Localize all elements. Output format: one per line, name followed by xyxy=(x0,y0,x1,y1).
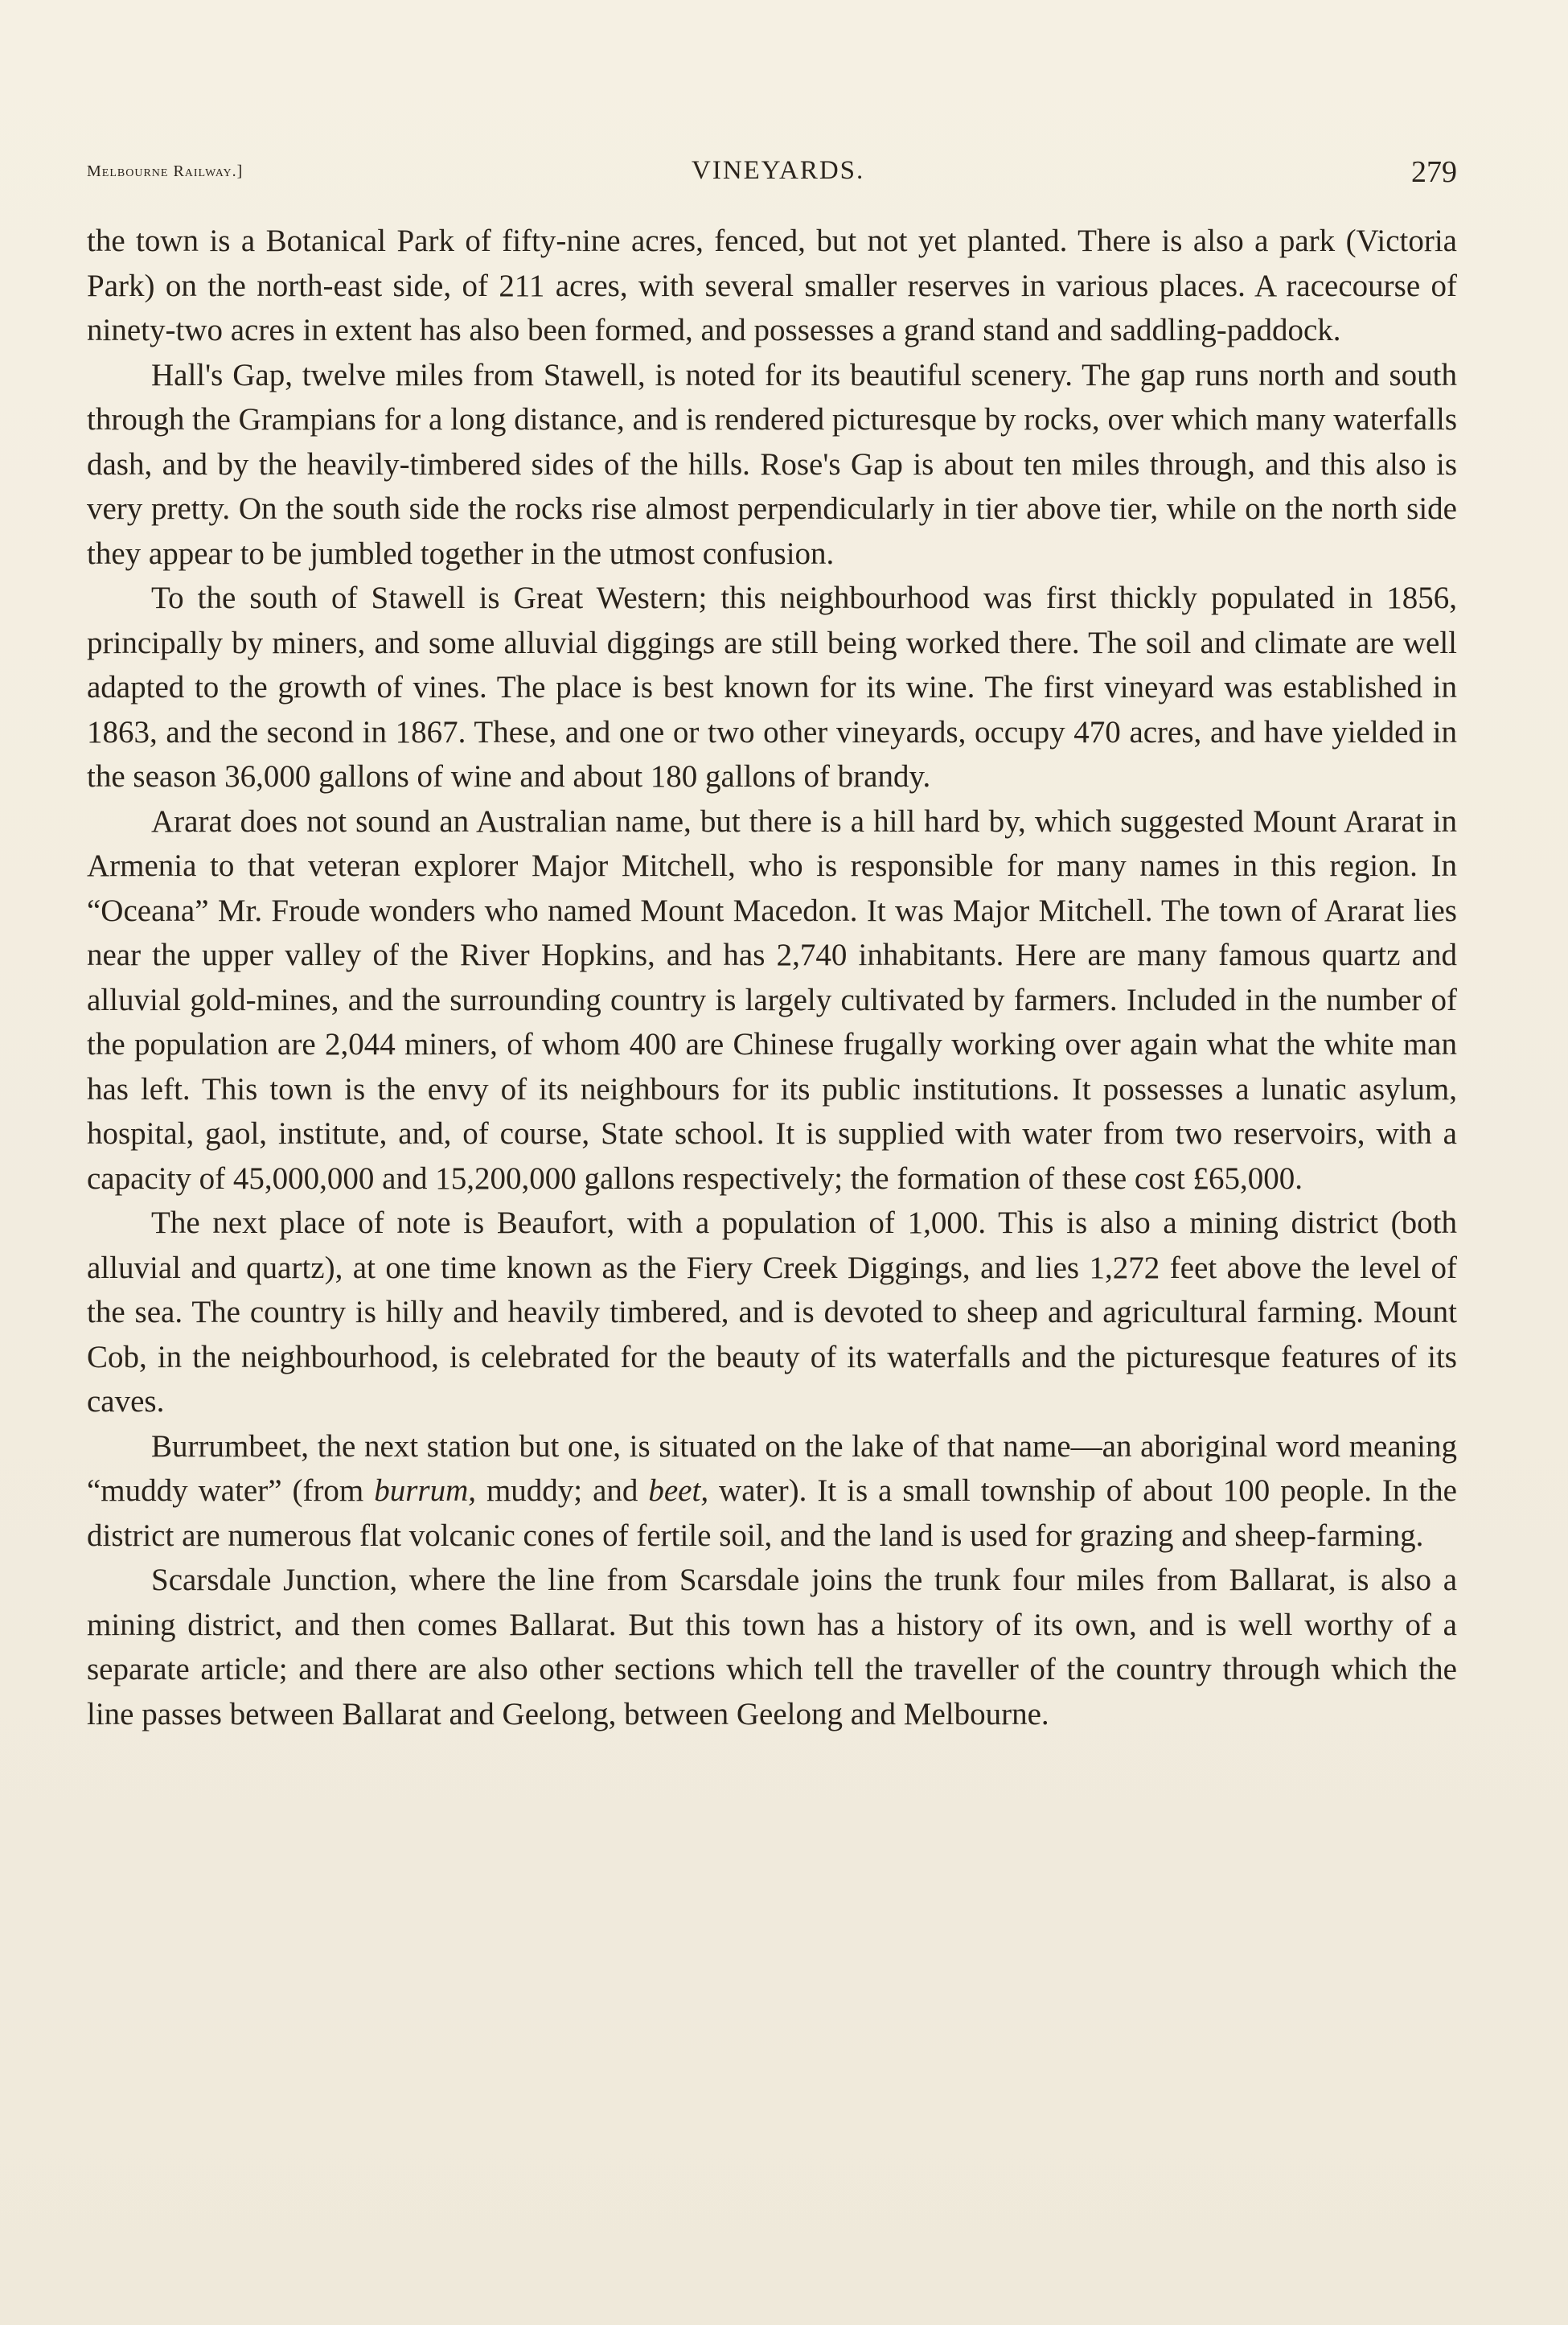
paragraph-1: the town is a Botanical Park of fifty-nine acres, fenced, but not yet planted. There is also a park (Victoria Park) on the north-east side, of 211 acres, with several smaller reserves in various places. A racecourse of ninety-two acres in extent has also been formed, and possesses a grand stand and saddling-paddock. xyxy=(87,224,1457,347)
body-text xyxy=(87,219,1457,1736)
italic-beet: beet, xyxy=(648,1473,709,1508)
italic-burrum: burrum, xyxy=(374,1473,477,1508)
paragraph-6-part-3: water). It is a small township of about 100 people. In the district are numerous flat volcanic cones of fertile soil, and the land is used for grazing and sheep-farming. xyxy=(87,1473,1457,1553)
paragraph-3: To the south of Stawell is Great Western; this neighbourhood was first thickly populated in 1856, principally by miners, and some alluvial diggings are still being worked there. The soil and climate are well adapted to the growth of vines. The place is best known for its wine. The first vineyard was established in 1863, and the second in 1867. These, and one or two other vineyards, occupy 470 acres, and have yielded in the season 36,000 gallons of wine and about 180 gallons of brandy. xyxy=(87,581,1457,794)
section-title: VINEYARDS. xyxy=(692,156,865,185)
paragraph-4: Ararat does not sound an Australian name, but there is a hill hard by, which suggested Mount Ararat in Armenia to that veteran explorer Major Mitchell, who is responsible for many names in this region. In “Oceana” Mr. Froude wonders who named Mount Macedon. It was Major Mitchell. The town of Ararat lies near the upper valley of the River Hopkins, and has 2,740 inhabitants. Here are many famous quartz and alluvial gold-mines, and the surrounding country is largely cultivated by farmers. Included in the number of the population are 2,044 miners, of whom 400 are Chinese frugally working over again what the white man has left. This town is the envy of its neighbours for its public institutions. It possesses a lunatic asylum, hospital, gaol, institute, and, of course, State school. It is supplied with water from two reservoirs, with a capacity of 45,000,000 and 15,200,000 gallons respectively; the formation of these cost £65,000. xyxy=(87,803,1457,1196)
paragraph-6-part-2: muddy; and xyxy=(476,1473,649,1508)
paragraph-5: The next place of note is Beaufort, with a population of 1,000. This is also a mining district (both alluvial and quartz), at one time known as the Fiery Creek Diggings, and lies 1,272 feet above the level of the sea. The country is hilly and heavily timbered, and is devoted to sheep and agricultural farming. Mount Cob, in the neighbourhood, is celebrated for the beauty of its waterfalls and the picturesque features of its caves. xyxy=(87,1206,1457,1419)
paragraph-7: Scarsdale Junction, where the line from Scarsdale joins the trunk four miles from Ballarat, is also a mining district, and then comes Ballarat. But this town has a history of its own, and is well worthy of a separate article; and there are also other sections which tell the traveller of the country through which the line passes between Ballarat and Geelong, between Geelong and Melbourne. xyxy=(87,1563,1457,1731)
page-header xyxy=(87,151,1457,199)
page-number: 279 xyxy=(1411,155,1457,189)
paragraph-6 xyxy=(87,1424,1457,1559)
paragraph-2: Hall's Gap, twelve miles from Stawell, is noted for its beautiful scenery. The gap runs north and south through the Grampians for a long distance, and is rendered picturesque by rocks, over which many waterfalls dash, and by the heavily-timbered sides of the hills. Rose's Gap is about ten miles through, and this also is very pretty. On the south side the rocks rise almost perpendicularly in tier above tier, while on the north side they appear to be jumbled together in the utmost confusion. xyxy=(87,357,1457,571)
paragraph-6-part-1: Burrumbeet, the next station but one, is situated on the lake of that name—an aboriginal word meaning “muddy water” (from xyxy=(87,1428,1457,1508)
running-head: Melbourne Railway.] xyxy=(87,162,244,180)
